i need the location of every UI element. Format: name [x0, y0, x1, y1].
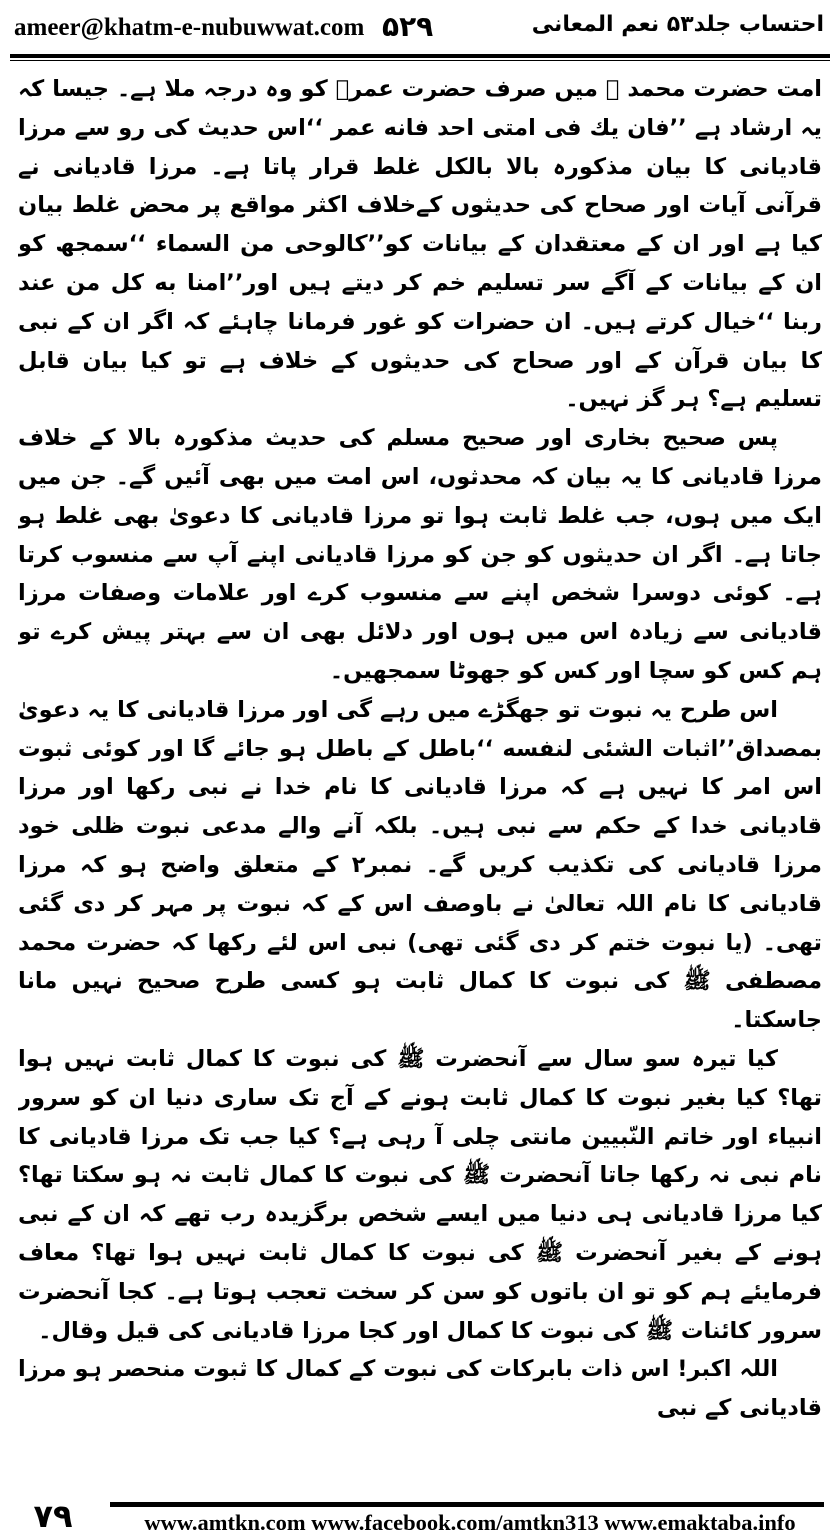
footer-links: www.amtkn.com www.facebook.com/amtkn313 www.emaktaba.info — [144, 1510, 796, 1535]
page-footer — [0, 1492, 840, 1540]
header-divider — [10, 54, 830, 61]
footer-page-number: ۷۹ — [33, 1497, 73, 1535]
paragraph: اللہ اکبر! اس ذات بابرکات کی نبوت کے کمال کا ثبوت منحصر ہو مرزا قادیانی کے نبی — [18, 1356, 822, 1422]
paragraph: اس طرح یہ نبوت تو جھگڑے میں رہے گی اور مرزا قادیانی کا یہ دعویٰ بمصداق’’اثبات الشئی لنفسه ‘‘باطل کے باطل ہو جائے گا اور کوئی ثبوت اس امر کا نہیں ہے کہ مرزا قادیانی کا نام خدا نے نبی رکھا اور مرزا قادیانی خدا کے حکم سے نبی ہیں۔ بلکہ آنے والے مدعی نبوت ظلی خود مرزا قادیانی کی تکذیب کریں گے۔ نمبر۲ کے متعلق واضح ہو کہ مرزا قادیانی کا نام اللہ تعالیٰ نے باوصف اس کے کہ نبوت پر مہر کر دی گئی تھی۔ (یا نبوت ختم کر دی گئی تھی) نبی اس لئے رکھا کہ حضرت محمد مصطفی ﷺ کی نبوت کا کمال ثابت ہو کسی طرح صحیح نہیں مانا جاسکتا۔ — [18, 696, 822, 1034]
page-body — [18, 70, 822, 1474]
header-email: ameer@khatm-e-nubuwwat.com — [14, 14, 365, 41]
footer-divider — [110, 1502, 824, 1507]
header-book-title: احتساب جلد۵۳ نعم المعانی — [531, 12, 824, 37]
page-header — [0, 0, 840, 58]
paragraph: امت حضرت محمد ﷺ میں صرف حضرت عمرؓ کو وہ درجہ ملا ہے۔ جیسا کہ یہ ارشاد ہے ’’فان یك فی امتی احد فانه عمر ‘‘اس حدیث کی رو سے مرزا قادیانی کا بیان مذکورہ بالا بالکل غلط قرار پاتا ہے۔ مرزا قادیانی نے قرآنی آیات اور صحاح کی حدیثوں کےخلاف اکثر مواقع پر محض غلط بیان کیا ہے اور ان کے معتقدان کے بیانات کو’’کالوحی من السماء ‘‘سمجھ کو ان کے بیانات کے آگے سر تسلیم خم کر دیتے ہیں اور’’امنا به کل من عند ربنا ‘‘خیال کرتے ہیں۔ ان حضرات کو غور فرمانا چاہئے کہ اگر ان کے نبی کا بیان قرآن کے اور صحاح کی حدیثوں کے خلاف ہے تو کیا بیان قابل تسلیم ہے؟ ہر گز نہیں۔ — [18, 76, 822, 413]
header-page-number: ۵۲۹ — [382, 10, 434, 43]
paragraph: پس صحیح بخاری اور صحیح مسلم کی حدیث مذکورہ بالا کے خلاف مرزا قادیانی کا یہ بیان کہ محدثوں، اس امت میں بھی آئیں گے۔ جن میں ایک میں ہوں، جب غلط ثابت ہوا تو مرزا قادیانی کا دعویٰ بھی غلط ہو جاتا ہے۔ اگر ان حدیثوں کو جن کو مرزا قادیانی اپنے آپ سے منسوب کرتا ہے۔ کوئی دوسرا شخص اپنے سے منسوب کرے اور علامات وصفات مرزا قادیانی سے زیادہ اس میں ہوں اور دلائل بھی ان سے بہتر پیش کرے تو ہم کس کو سچا اور کس کو جھوٹا سمجھیں۔ — [18, 425, 822, 684]
paragraph: کیا تیرہ سو سال سے آنحضرت ﷺ کی نبوت کا کمال ثابت نہیں ہوا تھا؟ کیا بغیر نبوت کا کمال ثابت ہونے کے آج تک ساری دنیا ان کو سرور انبیاء اور خاتم النّبیین مانتی چلی آ رہی ہے؟ کیا جب تک مرزا قادیانی کا نام نبی نہ رکھا جاتا آنحضرت ﷺ کی نبوت کا کمال ثابت نہ ہو سکتا تھا؟ کیا مرزا قادیانی ہی دنیا میں ایسے شخص برگزیدہ رب تھے کہ ان کے نبی ہونے کے بغیر آنحضرت ﷺ کی نبوت کا کمال ثابت نہیں ہوا تھا؟ معاف فرمایئے ہم کو تو ان باتوں کو سن کر سخت تعجب ہوتا ہے۔ کجا آنحضرت سرور کائنات ﷺ کی نبوت کا کمال اور کجا مرزا قادیانی کی قیل وقال۔ — [18, 1045, 822, 1344]
